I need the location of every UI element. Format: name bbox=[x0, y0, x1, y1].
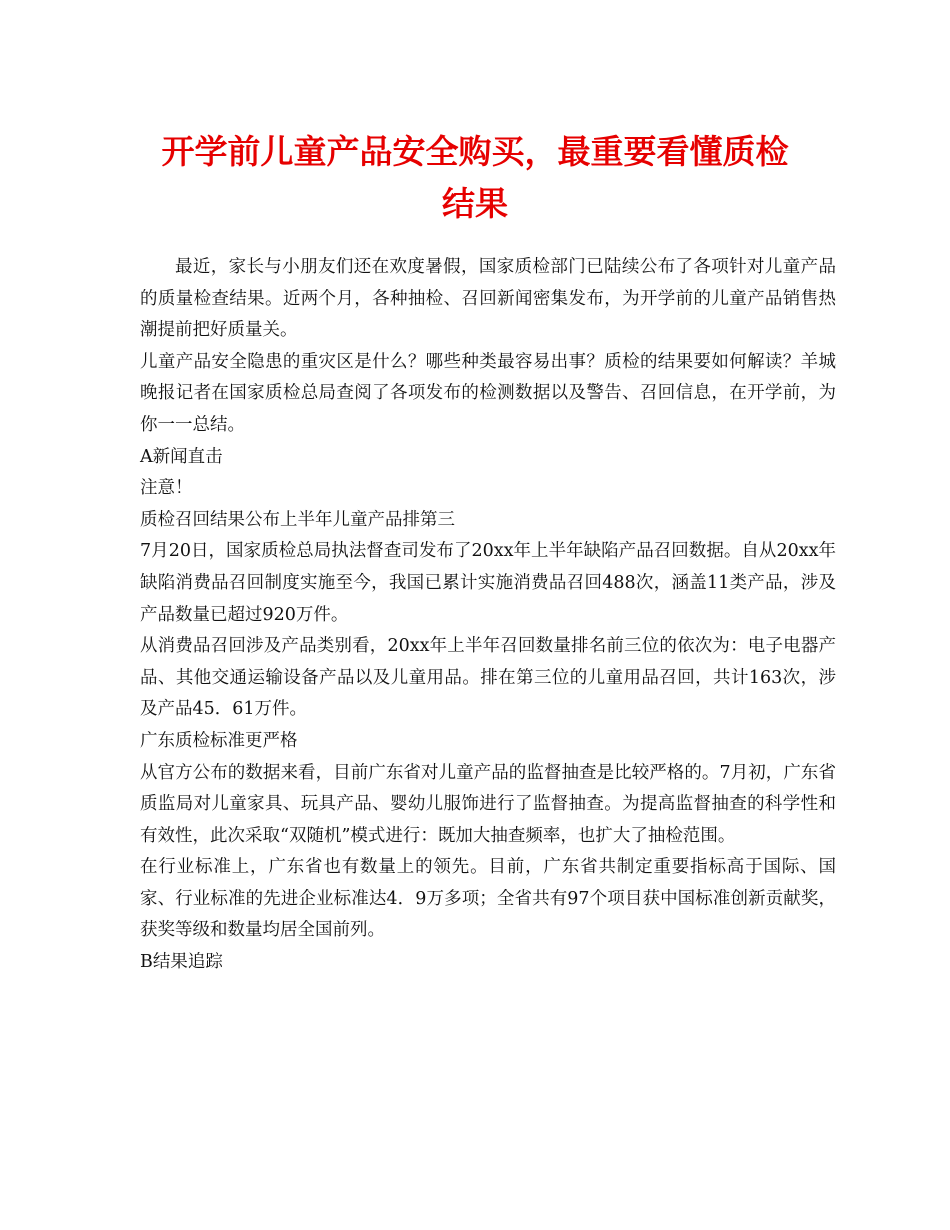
recall-data-paragraph: 7月20日，国家质检总局执法督查司发布了20xx年上半年缺陷产品召回数据。自从20xx年缺陷消费品召回制度实施至今，我国已累计实施消费品召回488次，涵盖11类产品，涉及产品数量已超过920万件。 bbox=[140, 541, 836, 625]
recall-category-paragraph: 从消费品召回涉及产品类别看，20xx年上半年召回数量排名前三位的依次为：电子电器产品、其他交通运输设备产品以及儿童用品。排在第三位的儿童用品召回，共计163次，涉及产品45．61万件。 bbox=[140, 636, 836, 720]
article-body bbox=[140, 252, 836, 979]
article-title-line-2: 结果 bbox=[442, 184, 508, 223]
article-title-line-1: 开学前儿童产品安全购买，最重要看懂质检 bbox=[161, 132, 789, 171]
guangdong-subheading: 广东质检标准更严格 bbox=[140, 730, 298, 751]
article-title bbox=[100, 126, 850, 230]
intro-paragraph: 最近，家长与小朋友们还在欢度暑假，国家质检部门已陆续公布了各项针对儿童产品的质量检查结果。近两个月，各种抽检、召回新闻密集发布，为开学前的儿童产品销售热潮提前把好质量关。 bbox=[140, 257, 836, 341]
notice-heading: 注意！ bbox=[140, 478, 193, 499]
recall-subheading: 质检召回结果公布上半年儿童产品排第三 bbox=[140, 509, 455, 530]
question-paragraph: 儿童产品安全隐患的重灾区是什么？哪些种类最容易出事？质检的结果要如何解读？羊城晚报记者在国家质检总局查阅了各项发布的检测数据以及警告、召回信息，在开学前，为你一一总结。 bbox=[140, 351, 836, 435]
section-heading-a: A新闻直击 bbox=[140, 446, 223, 467]
guangdong-inspection-paragraph: 从官方公布的数据来看，目前广东省对儿童产品的监督抽查是比较严格的。7月初，广东省质监局对儿童家具、玩具产品、婴幼儿服饰进行了监督抽查。为提高监督抽查的科学性和有效性，此次采取“双随机”模式进行：既加大抽查频率，也扩大了抽检范围。 bbox=[140, 762, 836, 846]
section-heading-b: B结果追踪 bbox=[140, 952, 223, 973]
guangdong-standards-paragraph: 在行业标准上，广东省也有数量上的领先。目前，广东省共制定重要指标高于国际、国家、行业标准的先进企业标准达4．9万多项；全省共有97个项目获中国标准创新贡献奖，获奖等级和数量均居全国前列。 bbox=[140, 857, 836, 941]
